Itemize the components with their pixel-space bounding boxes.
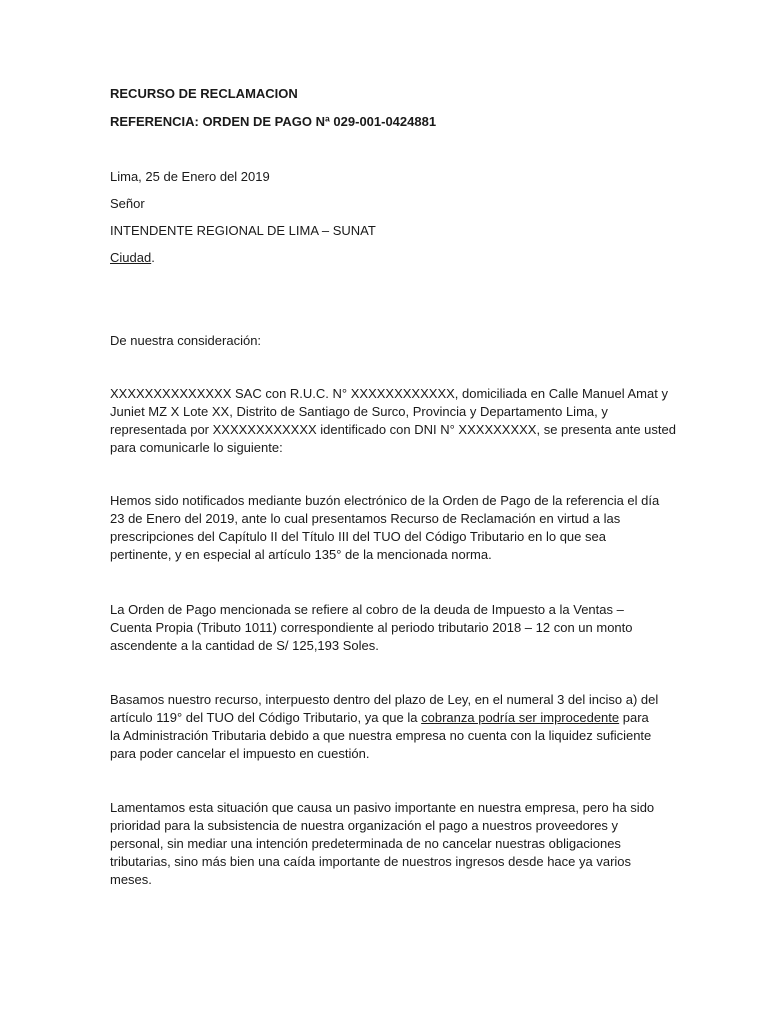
paragraph-line: La Orden de Pago mencionada se refiere al cobro de la deuda de Impuesto a la Ventas – bbox=[110, 602, 624, 617]
city-line bbox=[110, 249, 155, 267]
underlined-phrase: cobranza podría ser improcedente bbox=[421, 710, 620, 725]
opening: De nuestra consideración: bbox=[110, 333, 262, 348]
document-title: RECURSO DE RECLAMACION bbox=[110, 86, 298, 101]
city-suffix: . bbox=[151, 250, 155, 265]
paragraph-line: personal, sin mediar una intención predeterminada de no cancelar nuestras obligaciones bbox=[110, 836, 621, 851]
paragraph-line: Hemos sido notificados mediante buzón electrónico de la Orden de Pago de la referencia el día bbox=[110, 493, 660, 508]
paragraph-line: Basamos nuestro recurso, interpuesto dentro del plazo de Ley, en el numeral 3 del inciso a) del bbox=[110, 692, 659, 707]
paragraph-line: XXXXXXXXXXXXXX SAC con R.U.C. N° XXXXXXXXXXXX, domiciliada en Calle Manuel Amat y bbox=[110, 386, 668, 401]
paragraph-line bbox=[110, 709, 670, 727]
recipient: INTENDENTE REGIONAL DE LIMA – SUNAT bbox=[110, 223, 376, 238]
paragraph-line: para comunicarle lo siguiente: bbox=[110, 440, 283, 455]
paragraph-2 bbox=[110, 492, 670, 564]
paragraph-line: Cuenta Propia (Tributo 1011) correspondiente al periodo tributario 2018 – 12 con un monto bbox=[110, 620, 633, 635]
text-segment: artículo 119° del TUO del Código Tributario, ya que la bbox=[110, 710, 422, 725]
paragraph-3 bbox=[110, 601, 670, 655]
paragraph-line: representada por XXXXXXXXXXXX identificado con DNI N° XXXXXXXXX, se presenta ante usted bbox=[110, 422, 676, 437]
paragraph-line: Lamentamos esta situación que causa un pasivo importante en nuestra empresa, pero ha sido bbox=[110, 800, 655, 815]
paragraph-4 bbox=[110, 691, 670, 763]
paragraph-line: pertinente, y en especial al artículo 135° de la mencionada norma. bbox=[110, 547, 492, 562]
paragraph-5 bbox=[110, 799, 670, 889]
date-line: Lima, 25 de Enero del 2019 bbox=[110, 169, 270, 184]
paragraph-line: 23 de Enero del 2019, ante lo cual presentamos Recurso de Reclamación en virtud a las bbox=[110, 511, 621, 526]
paragraph-line: para poder cancelar el impuesto en cuestión. bbox=[110, 746, 370, 761]
paragraph-line: Juniet MZ X Lote XX, Distrito de Santiago de Surco, Provincia y Departamento Lima, y bbox=[110, 404, 608, 419]
paragraph-line: prioridad para la subsistencia de nuestra organización el pago a nuestros proveedores y bbox=[110, 818, 619, 833]
salutation: Señor bbox=[110, 196, 145, 211]
paragraph-line: tributarias, sino más bien una caída importante de nuestros ingresos desde hace ya varios bbox=[110, 854, 632, 869]
text-segment: para bbox=[619, 710, 649, 725]
paragraph-line: ascendente a la cantidad de S/ 125,193 Soles. bbox=[110, 638, 379, 653]
paragraph-1 bbox=[110, 385, 676, 457]
paragraph-line: la Administración Tributaria debido a que nuestra empresa no cuenta con la liquidez suficiente bbox=[110, 728, 652, 743]
city: Ciudad bbox=[110, 250, 152, 265]
reference-line: REFERENCIA: ORDEN DE PAGO Nª 029-001-0424881 bbox=[110, 114, 437, 129]
paragraph-line: prescripciones del Capítulo II del Título III del TUO del Código Tributario en lo que sea bbox=[110, 529, 606, 544]
paragraph-line: meses. bbox=[110, 872, 152, 887]
